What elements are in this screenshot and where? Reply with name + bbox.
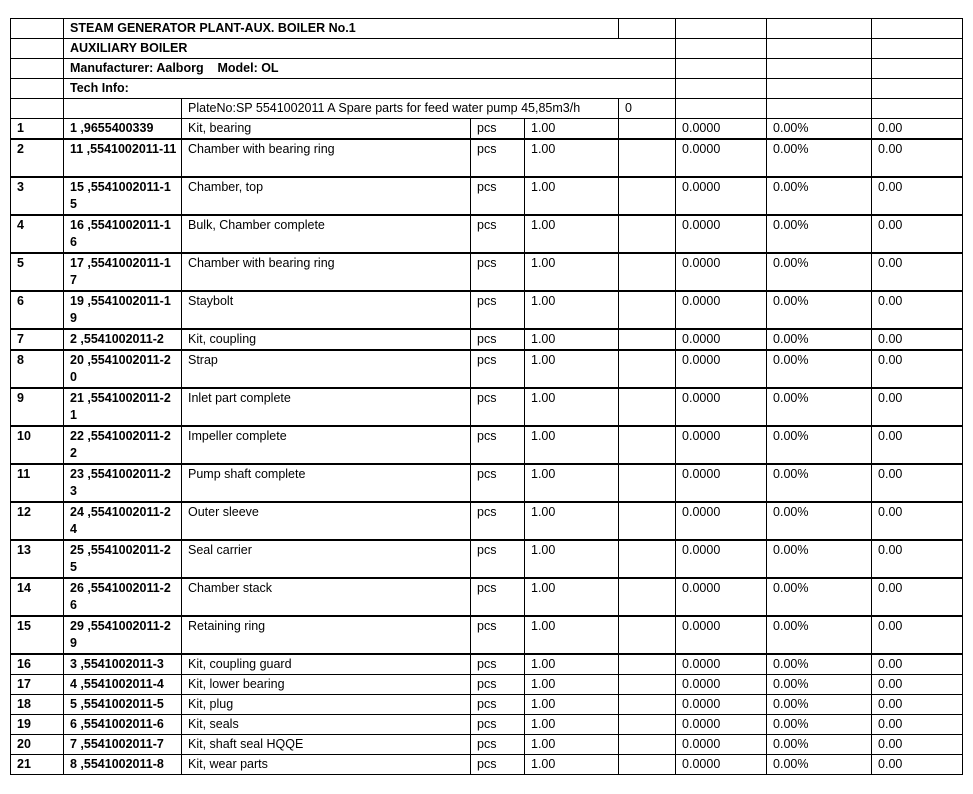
discount: 0.00% [767,616,872,654]
total-price: 0.00 [872,578,963,616]
quantity: 1.00 [525,502,619,540]
part-number: 26 ,5541002011-26 [64,578,182,616]
table-row [11,755,963,775]
plate-value: 0 [619,99,676,119]
unit: pcs [471,177,525,215]
unit-price: 0.0000 [676,426,767,464]
row-number: 15 [11,616,64,654]
part-description: Strap [182,350,471,388]
part-number: 7 ,5541002011-7 [64,735,182,755]
empty-cell [619,715,676,735]
part-number: 22 ,5541002011-22 [64,426,182,464]
header-title-row [11,19,963,39]
total-price: 0.00 [872,253,963,291]
discount: 0.00% [767,715,872,735]
row-number: 5 [11,253,64,291]
quantity: 1.00 [525,388,619,426]
quantity: 1.00 [525,119,619,140]
quantity: 1.00 [525,464,619,502]
quantity: 1.00 [525,695,619,715]
part-number: 23 ,5541002011-23 [64,464,182,502]
discount: 0.00% [767,253,872,291]
discount: 0.00% [767,291,872,329]
unit-price: 0.0000 [676,388,767,426]
unit-price: 0.0000 [676,675,767,695]
plate-info: PlateNo:SP 5541002011 A Spare parts for feed water pump 45,85m3/h [182,99,619,119]
row-number: 7 [11,329,64,350]
quantity: 1.00 [525,675,619,695]
table-row [11,675,963,695]
header-subtitle-row [11,39,963,59]
table-row [11,616,963,654]
table-row [11,350,963,388]
table-row [11,253,963,291]
quantity: 1.00 [525,540,619,578]
unit: pcs [471,253,525,291]
empty-cell [619,119,676,140]
unit: pcs [471,715,525,735]
part-number: 2 ,5541002011-2 [64,329,182,350]
empty-cell [619,675,676,695]
table-row [11,464,963,502]
empty-cell [619,329,676,350]
quantity: 1.00 [525,253,619,291]
unit: pcs [471,675,525,695]
quantity: 1.00 [525,616,619,654]
table-row [11,695,963,715]
row-number: 9 [11,388,64,426]
unit: pcs [471,502,525,540]
total-price: 0.00 [872,464,963,502]
part-description: Bulk, Chamber complete [182,215,471,253]
unit-price: 0.0000 [676,139,767,177]
part-description: Kit, coupling guard [182,654,471,675]
table-row [11,388,963,426]
empty-cell [619,540,676,578]
part-number: 17 ,5541002011-17 [64,253,182,291]
row-number: 19 [11,715,64,735]
unit: pcs [471,654,525,675]
manufacturer-info: Manufacturer: Aalborg Model: OL [64,59,676,79]
unit: pcs [471,540,525,578]
total-price: 0.00 [872,675,963,695]
part-number: 21 ,5541002011-21 [64,388,182,426]
part-description: Seal carrier [182,540,471,578]
unit: pcs [471,695,525,715]
row-number: 4 [11,215,64,253]
discount: 0.00% [767,388,872,426]
empty-cell [619,253,676,291]
total-price: 0.00 [872,426,963,464]
unit: pcs [471,215,525,253]
unit-price: 0.0000 [676,291,767,329]
row-number: 17 [11,675,64,695]
discount: 0.00% [767,578,872,616]
total-price: 0.00 [872,119,963,140]
unit-price: 0.0000 [676,616,767,654]
unit-price: 0.0000 [676,540,767,578]
discount: 0.00% [767,675,872,695]
parts-table-body [11,19,963,775]
part-description: Chamber with bearing ring [182,253,471,291]
unit-price: 0.0000 [676,735,767,755]
row-number: 14 [11,578,64,616]
unit-price: 0.0000 [676,502,767,540]
part-description: Kit, seals [182,715,471,735]
part-number: 20 ,5541002011-20 [64,350,182,388]
quantity: 1.00 [525,215,619,253]
discount: 0.00% [767,426,872,464]
total-price: 0.00 [872,177,963,215]
table-row [11,291,963,329]
quantity: 1.00 [525,715,619,735]
row-number: 2 [11,139,64,177]
table-row [11,502,963,540]
part-number: 19 ,5541002011-19 [64,291,182,329]
discount: 0.00% [767,654,872,675]
part-description: Kit, wear parts [182,755,471,775]
part-description: Staybolt [182,291,471,329]
empty-cell [619,426,676,464]
unit: pcs [471,388,525,426]
part-description: Kit, coupling [182,329,471,350]
part-number: 5 ,5541002011-5 [64,695,182,715]
discount: 0.00% [767,464,872,502]
part-description: Kit, plug [182,695,471,715]
table-row [11,540,963,578]
part-description: Chamber with bearing ring [182,139,471,177]
empty-cell [619,578,676,616]
unit: pcs [471,755,525,775]
part-description: Impeller complete [182,426,471,464]
total-price: 0.00 [872,695,963,715]
unit-price: 0.0000 [676,329,767,350]
unit-price: 0.0000 [676,695,767,715]
table-row [11,139,963,177]
part-description: Chamber, top [182,177,471,215]
table-row [11,654,963,675]
row-number: 12 [11,502,64,540]
quantity: 1.00 [525,426,619,464]
empty-cell [619,502,676,540]
row-number: 21 [11,755,64,775]
row-number: 3 [11,177,64,215]
empty-cell [619,139,676,177]
quantity: 1.00 [525,291,619,329]
discount: 0.00% [767,139,872,177]
quantity: 1.00 [525,350,619,388]
total-price: 0.00 [872,735,963,755]
quantity: 1.00 [525,578,619,616]
table-row [11,119,963,140]
row-number: 11 [11,464,64,502]
total-price: 0.00 [872,215,963,253]
unit: pcs [471,464,525,502]
quantity: 1.00 [525,177,619,215]
row-number: 1 [11,119,64,140]
row-number: 20 [11,735,64,755]
total-price: 0.00 [872,350,963,388]
row-number: 6 [11,291,64,329]
total-price: 0.00 [872,715,963,735]
table-row [11,215,963,253]
part-description: Outer sleeve [182,502,471,540]
unit: pcs [471,329,525,350]
part-description: Pump shaft complete [182,464,471,502]
total-price: 0.00 [872,502,963,540]
total-price: 0.00 [872,654,963,675]
unit: pcs [471,291,525,329]
unit: pcs [471,616,525,654]
part-number: 29 ,5541002011-29 [64,616,182,654]
part-number: 11 ,5541002011-11 [64,139,182,177]
part-description: Retaining ring [182,616,471,654]
total-price: 0.00 [872,388,963,426]
table-row [11,715,963,735]
empty-cell [619,350,676,388]
quantity: 1.00 [525,139,619,177]
row-number: 18 [11,695,64,715]
table-row [11,735,963,755]
empty-cell [619,695,676,715]
empty-cell [619,616,676,654]
empty-cell [619,177,676,215]
parts-table [10,18,963,775]
sheet-title: STEAM GENERATOR PLANT-AUX. BOILER No.1 [64,19,619,39]
empty-cell [619,464,676,502]
discount: 0.00% [767,695,872,715]
unit-price: 0.0000 [676,715,767,735]
total-price: 0.00 [872,291,963,329]
unit-price: 0.0000 [676,253,767,291]
discount: 0.00% [767,350,872,388]
unit: pcs [471,735,525,755]
unit: pcs [471,350,525,388]
empty-cell [619,654,676,675]
discount: 0.00% [767,502,872,540]
total-price: 0.00 [872,540,963,578]
part-number: 8 ,5541002011-8 [64,755,182,775]
total-price: 0.00 [872,329,963,350]
part-description: Inlet part complete [182,388,471,426]
empty-cell [619,291,676,329]
quantity: 1.00 [525,755,619,775]
part-number: 3 ,5541002011-3 [64,654,182,675]
discount: 0.00% [767,735,872,755]
unit-price: 0.0000 [676,464,767,502]
discount: 0.00% [767,329,872,350]
unit-price: 0.0000 [676,755,767,775]
unit-price: 0.0000 [676,350,767,388]
sheet-subtitle: AUXILIARY BOILER [64,39,676,59]
quantity: 1.00 [525,735,619,755]
table-row [11,329,963,350]
row-number: 10 [11,426,64,464]
unit: pcs [471,119,525,140]
header-techinfo-row [11,79,963,99]
empty-cell [619,755,676,775]
unit: pcs [471,139,525,177]
discount: 0.00% [767,119,872,140]
part-number: 15 ,5541002011-15 [64,177,182,215]
discount: 0.00% [767,755,872,775]
total-price: 0.00 [872,139,963,177]
tech-info: Tech Info: [64,79,676,99]
part-number: 16 ,5541002011-16 [64,215,182,253]
table-row [11,177,963,215]
row-number: 13 [11,540,64,578]
unit-price: 0.0000 [676,177,767,215]
unit-price: 0.0000 [676,654,767,675]
total-price: 0.00 [872,755,963,775]
part-number: 24 ,5541002011-24 [64,502,182,540]
header-plate-row [11,99,963,119]
part-number: 6 ,5541002011-6 [64,715,182,735]
empty-cell [619,735,676,755]
discount: 0.00% [767,215,872,253]
row-number: 8 [11,350,64,388]
empty-cell [619,215,676,253]
header-manufacturer-row [11,59,963,79]
unit: pcs [471,426,525,464]
part-number: 1 ,9655400339 [64,119,182,140]
discount: 0.00% [767,540,872,578]
unit-price: 0.0000 [676,119,767,140]
discount: 0.00% [767,177,872,215]
part-description: Kit, lower bearing [182,675,471,695]
row-number: 16 [11,654,64,675]
unit-price: 0.0000 [676,578,767,616]
table-row [11,426,963,464]
quantity: 1.00 [525,329,619,350]
part-description: Kit, bearing [182,119,471,140]
total-price: 0.00 [872,616,963,654]
part-description: Chamber stack [182,578,471,616]
quantity: 1.00 [525,654,619,675]
part-description: Kit, shaft seal HQQE [182,735,471,755]
part-number: 4 ,5541002011-4 [64,675,182,695]
table-row [11,578,963,616]
empty-cell [619,388,676,426]
unit-price: 0.0000 [676,215,767,253]
part-number: 25 ,5541002011-25 [64,540,182,578]
unit: pcs [471,578,525,616]
